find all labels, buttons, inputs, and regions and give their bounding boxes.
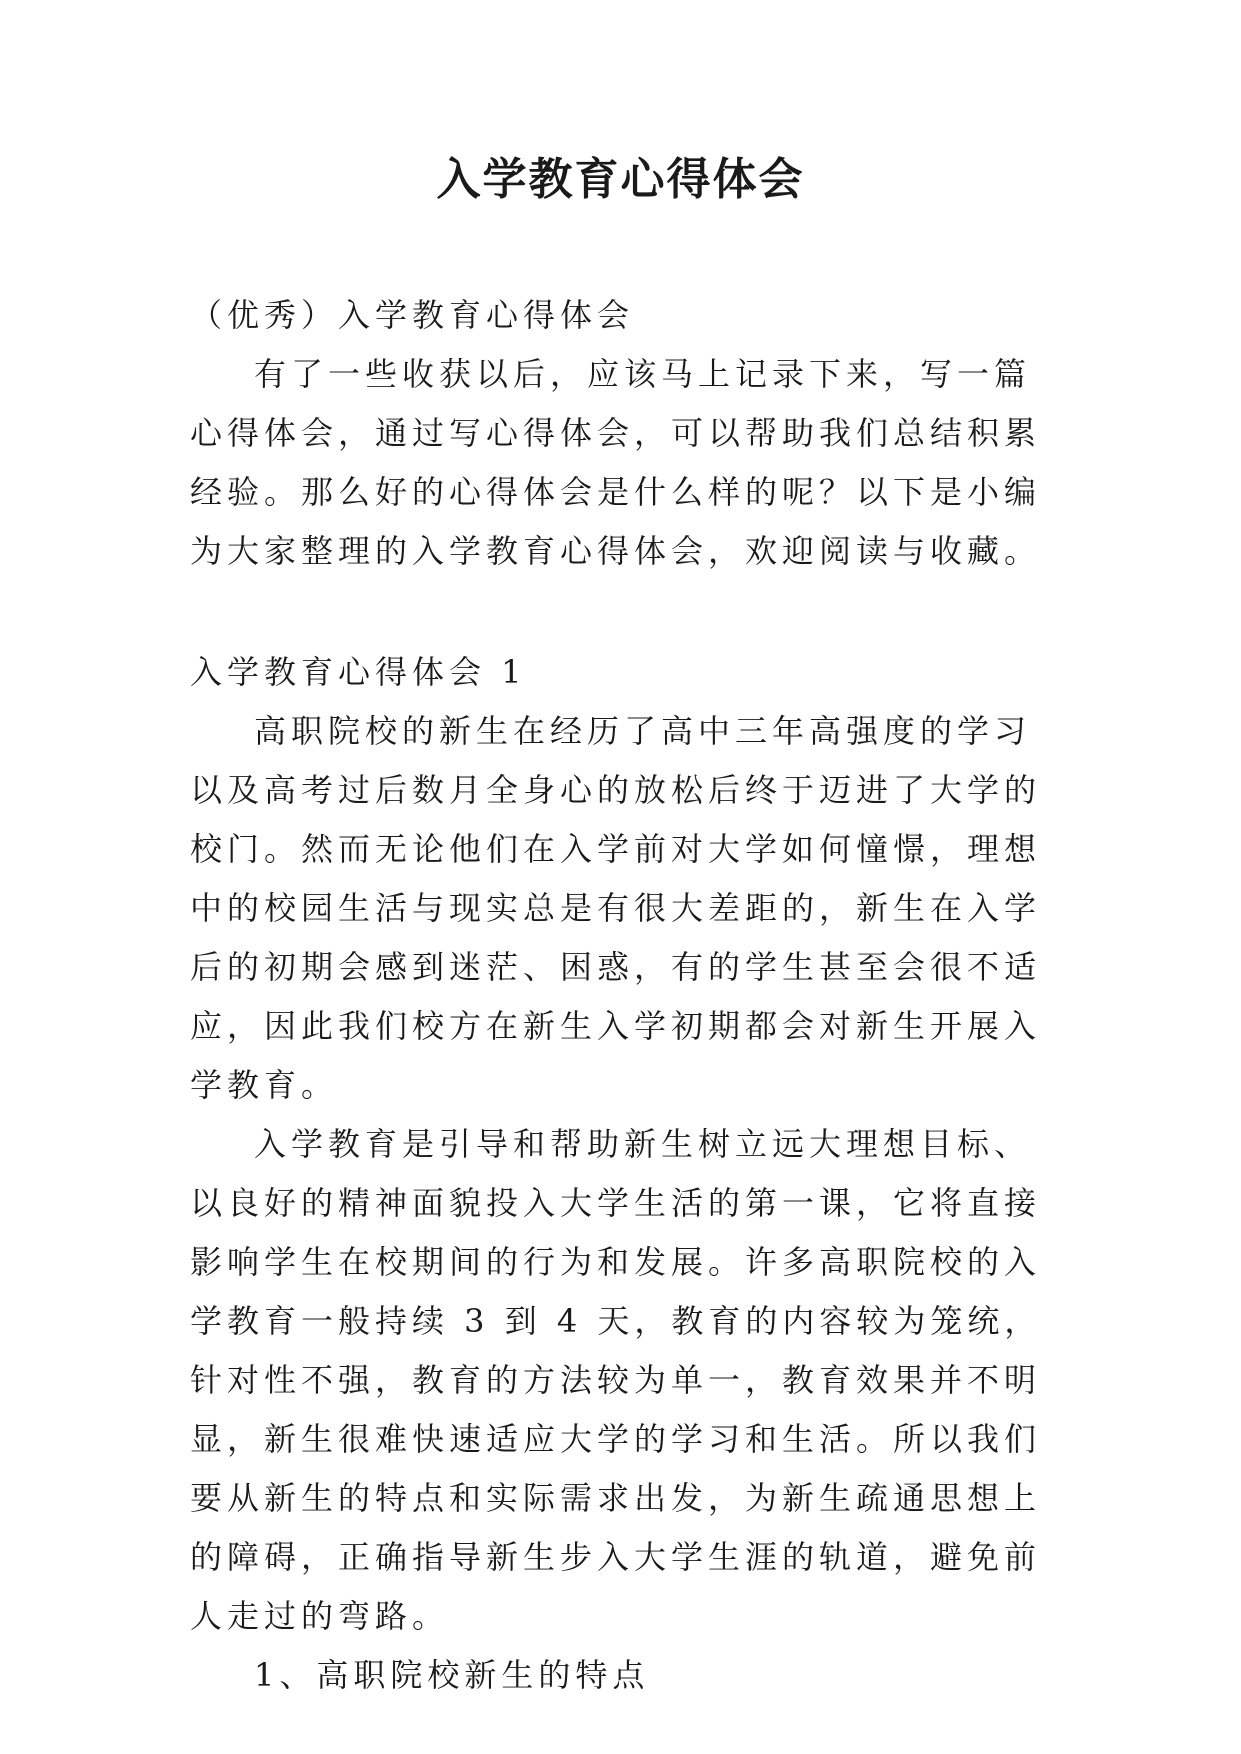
document-title: 入学教育心得体会 <box>436 154 805 205</box>
document-body <box>190 286 1056 1705</box>
body-paragraph: 入学教育是引导和帮助新生树立远大理想目标、以良好的精神面貌投入大学生活的第一课，它将直接影响学生在校期间的行为和发展。许多高职院校的入学教育一般持续 3 到 4 天，教育的内容较为笼统，针对性不强，教育的方法较为单一，教育效果并不明显，新生很难快速适应大学的学习和生活。所以我们要从新生的特点和实际需求出发，为新生疏通思想上的障碍，正确指导新生步入大学生涯的轨道，避免前人走过的弯路。 <box>190 1125 1042 1635</box>
paragraph-gap <box>190 581 1056 643</box>
body-paragraph: 高职院校的新生在经历了高中三年高强度的学习以及高考过后数月全身心的放松后终于迈进了大学的校门。然而无论他们在入学前对大学如何憧憬，理想中的校园生活与现实总是有很大差距的，新生在入学后的初期会感到迷茫、困惑，有的学生甚至会很不适应，因此我们校方在新生入学初期都会对新生开展入学教育。 <box>190 712 1042 1104</box>
list-item-heading: 1、高职院校新生的特点 <box>254 1656 650 1694</box>
intro-paragraph: 有了一些收获以后，应该马上记录下来，写一篇心得体会，通过写心得体会，可以帮助我们总结积累经验。那么好的心得体会是什么样的呢？以下是小编为大家整理的入学教育心得体会，欢迎阅读与收藏。 <box>190 355 1042 570</box>
document-subtitle: （优秀）入学教育心得体会 <box>190 296 635 334</box>
section-heading: 入学教育心得体会 1 <box>190 653 527 691</box>
